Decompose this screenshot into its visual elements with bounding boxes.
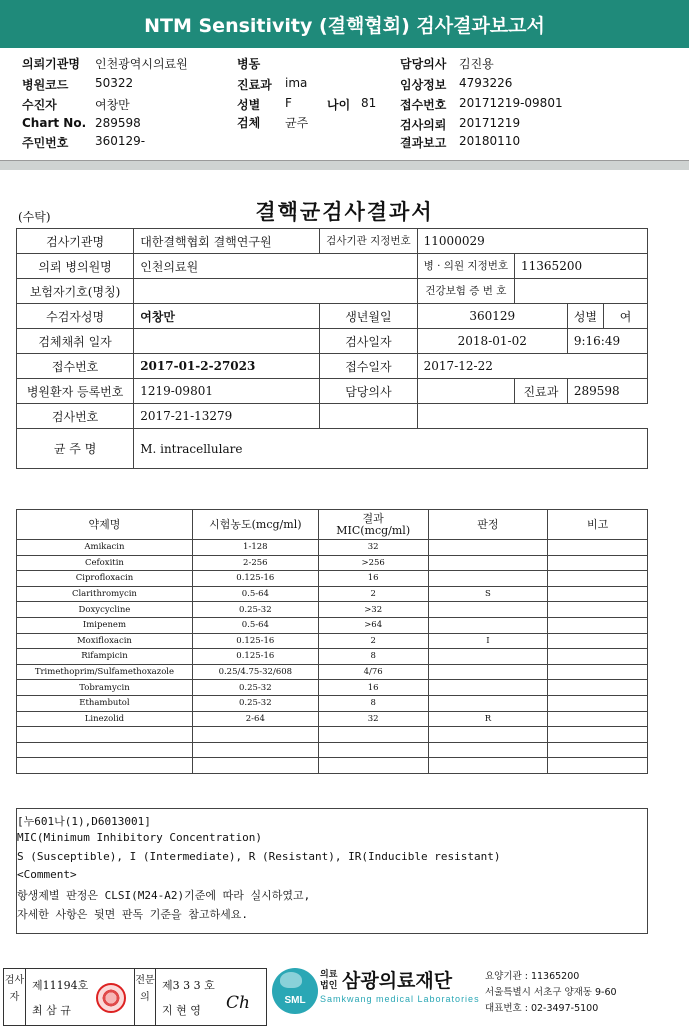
patient-info-panel <box>0 48 689 158</box>
drug-name: Doxycycline <box>17 602 193 618</box>
receipt-label: 접수번호 <box>400 98 447 112</box>
test-concentration: 1-128 <box>192 540 318 556</box>
mic-value: 2 <box>318 586 428 602</box>
specialist-name: 지 현 영 <box>162 1004 201 1017</box>
cell-value: 2018-01-02 <box>417 329 567 354</box>
hospital-label: 의뢰기관명 <box>22 57 80 71</box>
table-row <box>17 379 648 404</box>
table-row <box>17 229 648 254</box>
test-concentration: 0.25-32 <box>192 695 318 711</box>
report-title: NTM Sensitivity (결핵협회) 검사결과보고서 <box>144 14 545 37</box>
table-row <box>17 354 648 379</box>
cell-value: 여 <box>604 304 648 329</box>
test-concentration: 0.25-32 <box>192 602 318 618</box>
mic-value: 4/76 <box>318 664 428 680</box>
table-row <box>17 586 648 602</box>
remark <box>548 758 648 774</box>
table-row <box>17 602 648 618</box>
interpretation <box>428 664 548 680</box>
cell-value: 11000029 <box>417 229 647 254</box>
cell-label: 병원환자 등록번호 <box>17 379 134 404</box>
cell-label: 담당의사 <box>320 379 417 404</box>
col-header-remark: 비고 <box>548 510 648 540</box>
cell-label: 검사번호 <box>17 404 134 429</box>
col-header-interp: 판정 <box>428 510 548 540</box>
specimen-value: 균주 <box>285 116 309 130</box>
interpretation: S <box>428 586 548 602</box>
mic-value: 16 <box>318 680 428 696</box>
remark <box>548 680 648 696</box>
drug-name: Trimethoprim/Sulfamethoxazole <box>17 664 193 680</box>
brand-english: Samkwang medical Laboratories <box>320 994 480 1004</box>
specimen-label: 검체 <box>237 116 261 130</box>
mic-value <box>318 758 428 774</box>
remark <box>548 695 648 711</box>
remark <box>548 586 648 602</box>
note-line: MIC(Minimum Inhibitory Concentration) <box>17 831 263 844</box>
chart-value: 289598 <box>95 116 141 130</box>
cell-value: 289598 <box>567 379 647 404</box>
doctor-label: 담당의사 <box>400 57 447 71</box>
receipt-value: 20171219-09801 <box>459 96 563 110</box>
interpretation <box>428 540 548 556</box>
notes-box <box>16 808 648 934</box>
drug-name: Ethambutol <box>17 695 193 711</box>
table-row <box>17 254 648 279</box>
drug-name <box>17 758 193 774</box>
drug-name: Amikacin <box>17 540 193 556</box>
mic-value: 16 <box>318 571 428 587</box>
institution-code: 요양기관 : 11365200 <box>485 971 580 982</box>
report-date-label: 결과보고 <box>400 136 447 150</box>
drug-name: Tobramycin <box>17 680 193 696</box>
interpretation <box>428 602 548 618</box>
signature-box <box>3 968 267 1026</box>
test-concentration: 0.25-32 <box>192 680 318 696</box>
table-row <box>17 664 648 680</box>
col-header-drug: 약제명 <box>17 510 193 540</box>
drug-name: Cefoxitin <box>17 555 193 571</box>
cell-value: 2017-12-22 <box>417 354 647 379</box>
section-divider <box>0 160 689 170</box>
specialist-label: 전문의 <box>134 969 156 1025</box>
cell-label: 병 · 의원 지정번호 <box>417 254 514 279</box>
col-header-mic <box>318 510 428 540</box>
cell-value <box>515 279 648 304</box>
test-concentration: 0.5-64 <box>192 586 318 602</box>
cell-value <box>417 379 514 404</box>
rrn-value: 360129- <box>95 134 146 148</box>
table-row <box>17 617 648 633</box>
drug-name: Imipenem <box>17 617 193 633</box>
remark <box>548 711 648 727</box>
table-row <box>17 329 648 354</box>
test-concentration <box>192 727 318 743</box>
test-concentration: 0.125-16 <box>192 649 318 665</box>
col-header-conc: 시험농도(mcg/ml) <box>192 510 318 540</box>
drug-name: Moxifloxacin <box>17 633 193 649</box>
test-concentration: 0.5-64 <box>192 617 318 633</box>
mic-value: 2 <box>318 633 428 649</box>
patient-value: 여창만 <box>95 98 130 112</box>
test-concentration: 2-64 <box>192 711 318 727</box>
table-row <box>17 279 648 304</box>
patient-label: 수진자 <box>22 98 57 112</box>
cell-value <box>320 404 417 429</box>
col-header-mic-unit: MIC(mcg/ml) <box>336 523 411 537</box>
brand-name: 삼광의료재단 <box>342 970 453 992</box>
interpretation <box>428 695 548 711</box>
hospital-value: 인천광역시의료원 <box>95 57 188 71</box>
ward-label: 병동 <box>237 57 261 71</box>
remark <box>548 555 648 571</box>
interpretation <box>428 555 548 571</box>
interpretation <box>428 571 548 587</box>
drug-sensitivity-table <box>16 509 648 774</box>
interpretation <box>428 617 548 633</box>
cell-value: 11365200 <box>515 254 648 279</box>
cell-value: 인천의료원 <box>134 254 417 279</box>
cell-value <box>134 329 320 354</box>
cell-value: M. intracellulare <box>134 429 648 469</box>
sex-value: F <box>285 96 292 110</box>
cell-value: 9:16:49 <box>567 329 647 354</box>
remark <box>548 633 648 649</box>
cell-value: 2017-01-2-27023 <box>134 354 320 379</box>
test-concentration <box>192 742 318 758</box>
remark <box>548 727 648 743</box>
age-label: 나이 <box>327 98 351 112</box>
table-row <box>17 758 648 774</box>
scanned-report <box>0 170 689 1032</box>
interpretation <box>428 742 548 758</box>
note-line: [누601나(1),D6013001] <box>17 815 151 828</box>
phone: 대표번호 : 02-3497-5100 <box>485 1003 599 1014</box>
request-label: 검사의뢰 <box>400 118 447 132</box>
brand-prefix: 의료 법인 <box>320 970 338 991</box>
interpretation <box>428 649 548 665</box>
col-header-mic-top: 결과 <box>362 511 384 525</box>
table-row <box>17 555 648 571</box>
interpretation: R <box>428 711 548 727</box>
tester-label: 검사자 <box>4 969 26 1025</box>
cell-label: 접수일자 <box>320 354 417 379</box>
test-concentration: 2-256 <box>192 555 318 571</box>
request-value: 20171219 <box>459 116 521 130</box>
cell-label: 검사기관명 <box>17 229 134 254</box>
table-row <box>17 633 648 649</box>
table-row <box>17 404 648 429</box>
company-logo: SML <box>272 968 318 1014</box>
cell-label: 건강보험 증 번 호 <box>417 279 514 304</box>
test-concentration: 0.125-16 <box>192 633 318 649</box>
cell-label: 수검자성명 <box>17 304 134 329</box>
document-title: 결핵균검사결과서 <box>255 199 434 224</box>
cell-label: 검체채취 일자 <box>17 329 134 354</box>
dept-value: ima <box>285 76 308 90</box>
seal-stamp <box>96 983 126 1013</box>
note-line: 항생제별 판정은 CLSI(M24-A2)기준에 따라 실시하였고, <box>17 889 311 902</box>
report-header <box>0 0 689 48</box>
specialist-number: 제3 3 3 호 <box>162 979 215 992</box>
table-row <box>17 680 648 696</box>
cell-label: 의뢰 병의원명 <box>17 254 134 279</box>
drug-name: Clarithromycin <box>17 586 193 602</box>
code-label: 병원코드 <box>22 78 69 92</box>
table-header-row <box>17 510 648 540</box>
clinical-label: 임상정보 <box>400 78 447 92</box>
interpretation <box>428 758 548 774</box>
note-line: S (Susceptible), I (Intermediate), R (Resistant), IR(Inducible resistant) <box>17 850 501 863</box>
mic-value: >32 <box>318 602 428 618</box>
drug-name: Ciprofloxacin <box>17 571 193 587</box>
interpretation: I <box>428 633 548 649</box>
table-row <box>17 571 648 587</box>
rrn-label: 주민번호 <box>22 136 69 150</box>
chart-label: Chart No. <box>22 116 87 130</box>
cell-value: 360129 <box>417 304 567 329</box>
cell-value <box>417 404 647 429</box>
table-row <box>17 540 648 556</box>
clinical-value: 4793226 <box>459 76 513 90</box>
address: 서울특별시 서초구 양재동 9-60 <box>485 987 617 998</box>
cell-value: 1219-09801 <box>134 379 320 404</box>
interpretation <box>428 727 548 743</box>
mic-value <box>318 727 428 743</box>
test-concentration <box>192 758 318 774</box>
mic-value: 32 <box>318 711 428 727</box>
mic-value: 8 <box>318 649 428 665</box>
cell-label: 생년월일 <box>320 304 417 329</box>
mic-value: >256 <box>318 555 428 571</box>
table-row <box>17 742 648 758</box>
cell-value: 2017-21-13279 <box>134 404 320 429</box>
cell-label: 보험자기호(명칭) <box>17 279 134 304</box>
mic-value: 8 <box>318 695 428 711</box>
sex-label: 성별 <box>237 98 261 112</box>
interpretation <box>428 680 548 696</box>
doctor-value: 김진용 <box>459 57 494 71</box>
remark <box>548 742 648 758</box>
consignment-tag: (수탁) <box>18 210 51 224</box>
footer <box>0 964 689 1032</box>
drug-name <box>17 742 193 758</box>
table-row <box>17 711 648 727</box>
dept-label: 진료과 <box>237 78 272 92</box>
mic-value: >64 <box>318 617 428 633</box>
remark <box>548 571 648 587</box>
patient-detail-table <box>16 228 648 469</box>
remark <box>548 602 648 618</box>
cell-value: 여창만 <box>134 304 320 329</box>
cell-label: 검사기관 지정번호 <box>320 229 417 254</box>
test-concentration: 0.25/4.75-32/608 <box>192 664 318 680</box>
remark <box>548 649 648 665</box>
cell-label: 진료과 <box>515 379 568 404</box>
signature: Ch <box>226 993 250 1013</box>
remark <box>548 617 648 633</box>
table-row <box>17 695 648 711</box>
drug-name: Rifampicin <box>17 649 193 665</box>
mic-value: 32 <box>318 540 428 556</box>
cell-label: 접수번호 <box>17 354 134 379</box>
table-row <box>17 727 648 743</box>
test-concentration: 0.125-16 <box>192 571 318 587</box>
cell-label: 성별 <box>567 304 603 329</box>
age-value: 81 <box>361 96 377 110</box>
tester-number: 제11194호 <box>32 979 89 992</box>
drug-name: Linezolid <box>17 711 193 727</box>
tester-name: 최 삼 규 <box>32 1004 71 1017</box>
table-row <box>17 429 648 469</box>
table-row <box>17 304 648 329</box>
cell-value <box>134 279 417 304</box>
cell-label: 균 주 명 <box>17 429 134 469</box>
mic-value <box>318 742 428 758</box>
code-value: 50322 <box>95 76 134 90</box>
cell-value: 대한결핵협회 결핵연구원 <box>134 229 320 254</box>
report-date-value: 20180110 <box>459 134 521 148</box>
note-line: <Comment> <box>17 868 77 881</box>
remark <box>548 664 648 680</box>
table-row <box>17 649 648 665</box>
remark <box>548 540 648 556</box>
cell-label: 검사일자 <box>320 329 417 354</box>
note-line: 자세한 사항은 뒷면 판독 기준을 참고하세요. <box>17 908 249 921</box>
drug-name <box>17 727 193 743</box>
